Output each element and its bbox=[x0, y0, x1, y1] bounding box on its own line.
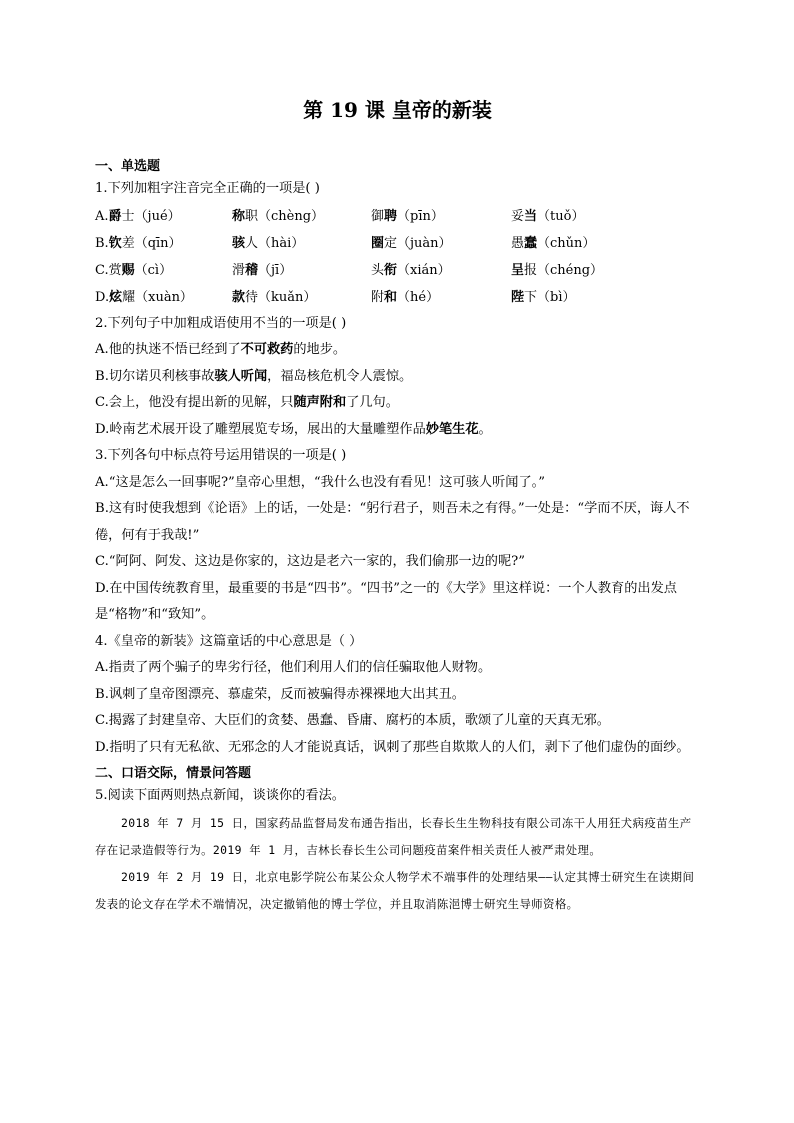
question-3-stem: 3.下列各句中标点符号运用错误的一项是( ) bbox=[95, 448, 347, 463]
q1-option: 骇人（hài） bbox=[232, 235, 305, 251]
q2-option-a: A.他的执迷不悟已经到了不可救药的地步。 bbox=[95, 342, 347, 357]
q2-option-b: B.切尔诺贝利核事故骇人听闻，福岛核危机令人震惊。 bbox=[95, 368, 413, 384]
q1-option: 愚蠢（chǔn） bbox=[511, 235, 596, 251]
q1-option: B.钦差（qīn） bbox=[95, 235, 182, 251]
question-1-options bbox=[95, 203, 700, 311]
news-paragraph-2: 2019 年 2 月 19 日，北京电影学院公布某公众人物学术不端事件的处理结果——认定其博士研究生在读期间发表的论文存在学术不端情况，决定撤销他的博士学位，并且取消陈浥博士研究生导师资格。 bbox=[95, 869, 695, 911]
q4-option-d: D.指明了只有无私欲、无邪念的人才能说真话，讽刺了那些自欺欺人的人们，剥下了他们虚伪的面纱。 bbox=[95, 739, 690, 755]
q2-option-c: C.会上，他没有提出新的见解，只随声附和了几句。 bbox=[95, 395, 399, 410]
q1-option: 滑稽（jī） bbox=[232, 262, 293, 278]
q1-option: A.爵士（jué） bbox=[95, 208, 181, 224]
q1-option: 附和（hé） bbox=[371, 289, 440, 305]
q1-option: 陛下（bì） bbox=[511, 289, 576, 305]
q1-option: 圈定（juàn） bbox=[371, 235, 452, 251]
question-5-stem: 5.阅读下面两则热点新闻，谈谈你的看法。 bbox=[95, 788, 345, 803]
page-title: 第 19 课 皇帝的新装 bbox=[303, 98, 492, 122]
q3-option-b: B.这有时使我想到《论语》上的话，一处是：“躬行君子，则吾未之有得。”一处是：“学而不厌，诲人不倦，何有于我哉!” bbox=[95, 501, 690, 543]
q4-option-b: B.讽刺了皇帝图漂亮、慕虚荣，反而被骗得赤裸裸地大出其丑。 bbox=[95, 686, 465, 702]
q1-option: 御聘（pīn） bbox=[371, 208, 444, 224]
question-1-stem: 1.下列加粗字注音完全正确的一项是( ) bbox=[95, 181, 320, 196]
q3-option-d: D.在中国传统教育里，最重要的书是“四书”。“四书”之一的《大学》里这样说：一个人教育的出发点是“格物”和“致知”。 bbox=[95, 580, 677, 622]
q4-option-c: C.揭露了封建皇帝、大臣们的贪婪、愚蠢、昏庸、腐朽的本质，歌颂了儿童的天真无邪。 bbox=[95, 713, 610, 728]
document-page bbox=[95, 96, 700, 918]
question-2-stem: 2.下列句子中加粗成语使用不当的一项是( ) bbox=[95, 315, 347, 331]
q3-option-c: C.“阿阿、阿发、这边是你家的，这边是老六一家的，我们偷那一边的呢?” bbox=[95, 554, 525, 569]
question-4-stem: 4.《皇帝的新装》这篇童话的中心意思是（ ） bbox=[95, 633, 363, 649]
section-heading-oral-communication: 二、口语交际，情景问答题 bbox=[95, 766, 252, 781]
q2-option-d: D.岭南艺术展开设了雕塑展览专场，展出的大量雕塑作品妙笔生花。 bbox=[95, 421, 492, 437]
q1-option: 妥当（tuǒ） bbox=[511, 208, 585, 224]
q1-option: 头衔（xián） bbox=[371, 262, 451, 278]
q1-option: C.赏赐（cì） bbox=[95, 262, 173, 278]
q1-option: 称职（chèng） bbox=[232, 208, 325, 224]
news-paragraph-1: 2018 年 7 月 15 日，国家药品监督局发布通告指出，长春长生生物科技有限公司冻干人用狂犬病疫苗生产存在记录造假等行为。2019 年 1 月，吉林长春长生公司问题疫苗案件相关责任人被严肃处理。 bbox=[95, 815, 692, 857]
q3-option-a: A.“这是怎么一回事呢?”皇帝心里想，“我什么也没有看见！这可骇人听闻了。” bbox=[95, 474, 545, 490]
q1-option: 款待（kuǎn） bbox=[232, 289, 317, 305]
q1-option: 呈报（chéng） bbox=[511, 262, 604, 278]
q1-option: D.炫耀（xuàn） bbox=[95, 289, 193, 305]
section-heading-single-choice: 一、单选题 bbox=[95, 159, 161, 174]
q4-option-a: A.指责了两个骗子的卑劣行径，他们利用人们的信任骗取他人财物。 bbox=[95, 660, 492, 675]
